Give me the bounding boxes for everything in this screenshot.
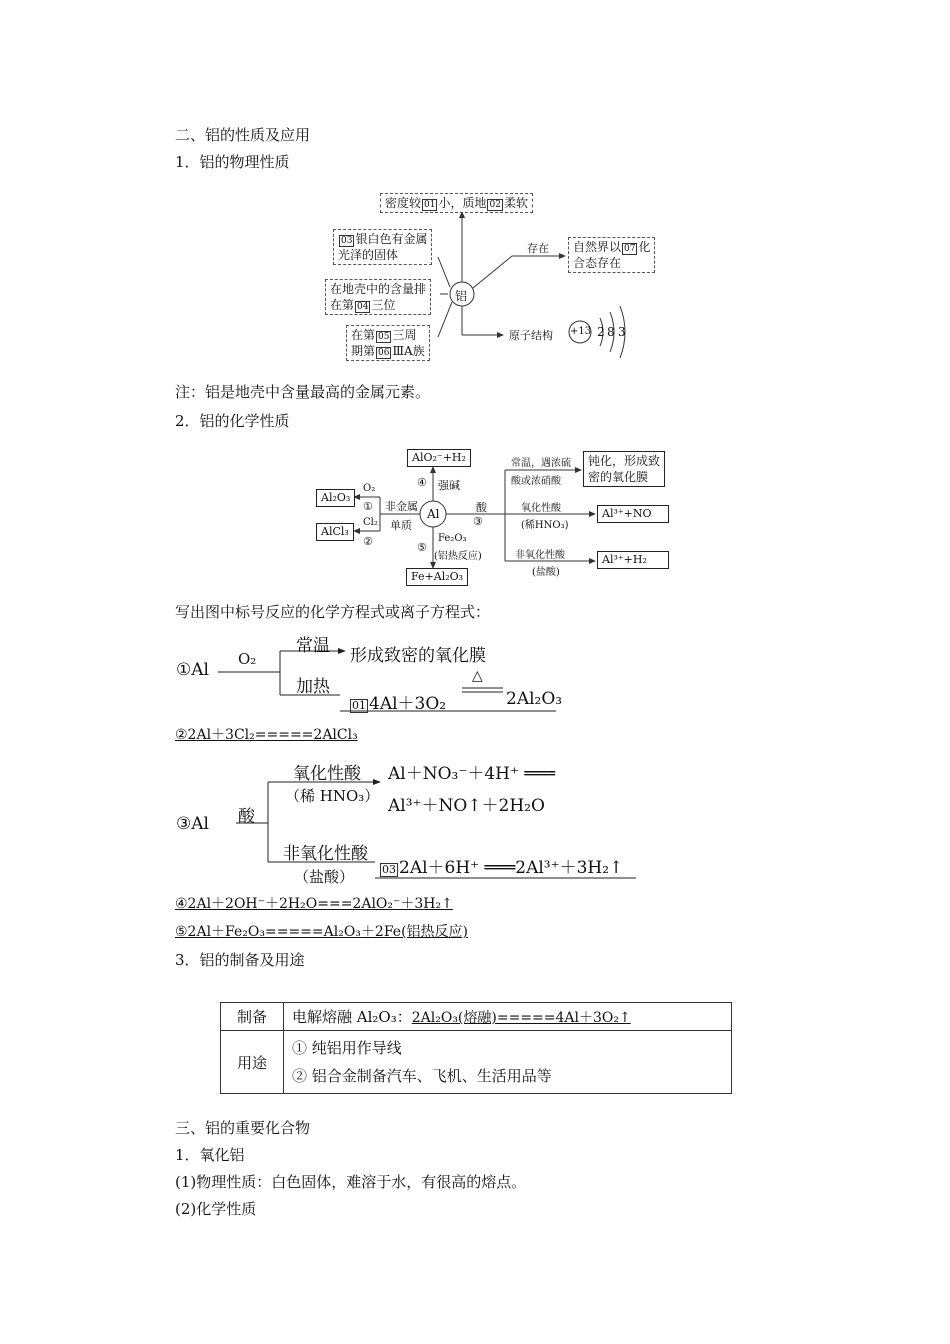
heat-condition: △ [472,668,483,684]
text: 4Al＋3O₂ [369,694,447,714]
condition-label: (盐酸) [532,567,560,578]
condition-label: 非氧化性酸 [515,550,565,561]
table-head: 制备 [221,1003,284,1031]
condition-label: 常温，遇浓硫 [511,458,571,469]
text: 光泽的固体 [338,248,399,262]
subsection-title: 3．铝的制备及用途 [175,951,305,969]
equation-2: ②2Al＋3Cl₂=====2AlCl₃ [175,727,358,743]
text: 化 [638,240,651,254]
product-box: Al³⁺+H₂ [597,551,669,569]
text: 银白色有金属 [355,232,428,246]
subsection-title: 2．铝的化学性质 [175,412,290,430]
nucleus-charge: +13 [570,326,592,337]
condition-label: 氧化性酸 [521,503,561,514]
eq3-ox-eq-b: Al³⁺＋NO↑＋2H₂O [388,796,545,816]
product-box: Al₂O₃ [316,489,355,507]
equation-4: ④2Al＋2OH⁻＋2H₂O===2AlO₂⁻＋3H₂↑ [175,896,453,912]
reaction-number: ④ [417,476,427,489]
product-box [583,451,665,487]
answer-number: 05 [378,332,390,342]
answer-number: 04 [357,302,369,312]
phys-abundance-box [325,279,431,315]
eq3-nonox-label-sub: （盐酸） [294,868,355,886]
condition-label: 强碱 [438,479,460,492]
text: 三位 [371,298,396,312]
text: ① 纯铝用作导线 [292,1039,402,1057]
center-al: 铝 [455,289,468,303]
paragraph: (2)化学性质 [175,1200,257,1218]
product-box: AlCl₃ [316,523,354,541]
answer-number: 07 [624,244,636,254]
answer-number: 01 [424,200,436,210]
section-title: 三、铝的重要化合物 [175,1119,311,1137]
answer-number: 01 [352,699,366,712]
eq3-ox-label: 氧化性酸 [293,764,361,784]
eq1-o2: O₂ [238,650,257,668]
table-row [221,1003,732,1031]
reagent-label: Cl₂ [363,517,378,528]
text: ⅢA族 [392,344,425,358]
eq1-product: 2Al₂O₃ [506,689,563,709]
structure-label: 原子结构 [509,329,553,342]
answer-number: 03 [382,863,396,876]
text: 2Al₂O₃(熔融)=====4Al＋3O₂↑ [411,1010,631,1026]
text: 钝化，形成致 [588,454,661,468]
reaction-number: ② [363,535,373,548]
eq3-ox-label-sub: （稀 HNO₃） [285,787,380,805]
text: 柔软 [503,196,528,210]
condition-label: 酸或浓硝酸 [511,476,561,487]
eq3-start: ③Al [176,814,209,834]
table-cell [284,1031,732,1094]
condition-label: (稀HNO₃) [521,520,569,531]
shell-2: 8 [607,325,615,339]
product-box: AlO₂⁻+H₂ [407,449,471,467]
condition-label: 单质 [390,519,412,532]
phys-exist-box [568,237,655,273]
equation-5: ⑤2Al＋Fe₂O₃=====Al₂O₃＋2Fe(铝热反应) [175,924,468,940]
reagent-label: Fe₂O₃ [438,533,467,544]
product-box: Fe+Al₂O₃ [406,568,468,586]
text: 2Al＋6H⁺ ═══2Al³⁺＋3H₂↑ [399,858,624,878]
condition-label: 非金属 [385,500,418,513]
phys-density-box [380,193,533,213]
shell-1: 2 [597,325,605,339]
text: 电解熔融 Al₂O₃： [292,1008,412,1026]
text: 小，质地 [438,196,487,210]
paragraph: (1)物理性质：白色固体，难溶于水，有很高的熔点。 [175,1173,527,1191]
eq3-acid: 酸 [238,807,255,827]
answer-number: 02 [489,200,501,210]
preparation-usage-table [220,1002,732,1094]
reaction-number: ⑤ [417,541,427,554]
prompt: 写出图中标号反应的化学方程式或离子方程式： [175,603,491,621]
shell-3: 3 [618,325,626,339]
subsection-title: 1．铝的物理性质 [175,153,290,171]
eq3-nonox-label: 非氧化性酸 [283,844,368,864]
table-head: 用途 [221,1031,284,1094]
condition-label: 酸 [476,501,487,514]
eq1-start: ①Al [176,660,209,680]
text: 合态存在 [573,256,622,270]
text: 密度较 [385,196,422,210]
table-cell [284,1003,732,1031]
phys-period-box [346,325,430,361]
text: 期第 [351,344,376,358]
text: 在第 [351,328,376,342]
product-box: Al³⁺+NO [597,505,669,523]
text: 在第 [330,298,355,312]
reaction-number: ③ [473,515,483,528]
text: 在地壳中的含量排 [330,282,427,296]
text: 自然界以 [573,240,622,254]
condition-label: (铝热反应) [434,551,482,562]
reagent-label: O₂ [363,483,376,494]
phys-color-box [333,229,432,265]
text: ② 铝合金制备汽车、飞机、生活用品等 [292,1067,552,1085]
eq1-heat-equation [349,689,446,714]
exist-label: 存在 [527,242,549,255]
eq1-heat: 加热 [296,677,330,697]
text: 三周 [392,328,417,342]
eq3-nonox-equation [379,853,623,878]
eq1-normal: 常温 [296,636,330,656]
answer-number: 03 [341,236,353,246]
table-row [221,1031,732,1094]
eq3-ox-eq-a: Al＋NO₃⁻＋4H⁺ ═══ [388,764,556,784]
reaction-number: ① [363,500,373,513]
eq1-normal-result: 形成致密的氧化膜 [350,646,486,666]
section-title: 二、铝的性质及应用 [175,126,311,144]
subsection-title: 1．氧化铝 [175,1146,245,1164]
text: 密的氧化膜 [588,470,649,484]
answer-number: 06 [378,348,390,358]
note: 注：铝是地壳中含量最高的金属元素。 [175,383,431,401]
center-al: Al [427,507,440,521]
